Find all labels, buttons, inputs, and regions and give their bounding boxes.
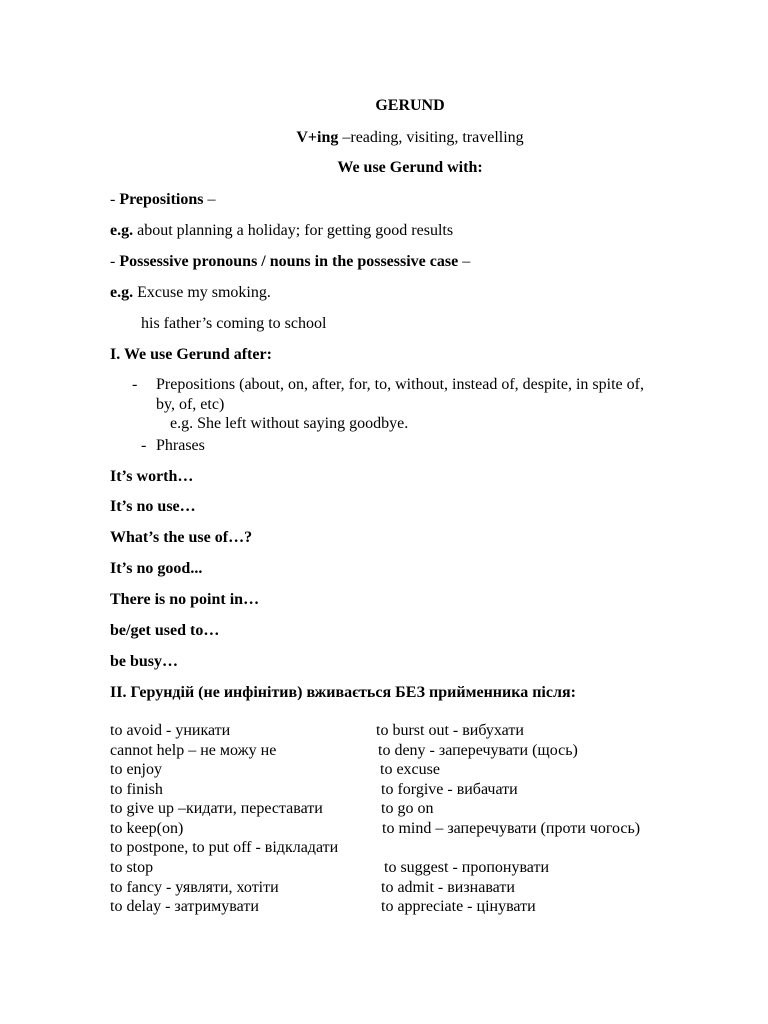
bullet-prepositions-line2: by, of, etc) bbox=[156, 396, 225, 413]
verb-left: to enjoy bbox=[110, 761, 162, 778]
verb-left: cannot help – не можу не bbox=[110, 742, 277, 759]
phrase-item: be busy… bbox=[110, 653, 179, 670]
verb-right: to suggest - пропонувати bbox=[384, 859, 550, 876]
example-possessive: e.g. Excuse my smoking. bbox=[110, 284, 271, 301]
bullet-phrases: Phrases bbox=[156, 437, 205, 454]
example-possessive-continued: his father’s coming to school bbox=[141, 315, 327, 332]
phrase-item: It’s no good... bbox=[110, 560, 203, 577]
verb-left: to finish bbox=[110, 781, 163, 798]
verb-left: to delay - затримувати bbox=[110, 898, 259, 915]
verb-right: to forgive - вибачати bbox=[381, 781, 518, 798]
phrase-item: There is no point in… bbox=[110, 591, 260, 608]
bullet-dash: - bbox=[132, 376, 138, 393]
phrase-item: be/get used to… bbox=[110, 622, 220, 639]
verb-left: to fancy - уявляти, хотіти bbox=[110, 879, 279, 896]
phrase-item: It’s no use… bbox=[110, 498, 196, 515]
verb-left: to stop bbox=[110, 859, 154, 876]
verb-right: to appreciate - цінувати bbox=[381, 898, 536, 915]
verb-left: to keep(on) bbox=[110, 820, 184, 837]
verb-right: to mind – заперечувати (проти чогось) bbox=[382, 820, 641, 837]
bullet-prepositions-line1: Prepositions (about, on, after, for, to, without, instead of, despite, in spite of, bbox=[156, 376, 644, 393]
phrase-item: It’s worth… bbox=[110, 468, 194, 485]
page-title: GERUND bbox=[375, 97, 445, 114]
verb-left: to give up –кидати, переставати bbox=[110, 800, 323, 817]
example-prepositions: e.g. about planning a holiday; for getting good results bbox=[110, 222, 454, 239]
verb-left: to postpone, to put off - відкладати bbox=[110, 839, 339, 856]
section-2-title: II. Герундій (не инфінітив) вживається БЕЗ прийменника після: bbox=[110, 684, 576, 701]
section-1-title: I. We use Gerund after: bbox=[110, 346, 272, 363]
verb-right: to burst out - вибухати bbox=[376, 722, 524, 739]
verb-right: to admit - визнавати bbox=[381, 879, 515, 896]
prepositions-heading: - Prepositions – bbox=[110, 191, 216, 208]
verb-left: to avoid - уникати bbox=[110, 722, 231, 739]
verb-right: to deny - заперечувати (щось) bbox=[378, 742, 578, 759]
gerund-formula: V+ing –reading, visiting, travelling bbox=[296, 129, 524, 146]
verb-right: to excuse bbox=[380, 761, 440, 778]
possessive-heading: - Possessive pronouns / nouns in the possessive case – bbox=[110, 253, 471, 270]
we-use-heading: We use Gerund with: bbox=[337, 159, 483, 176]
bullet-prepositions-example: e.g. She left without saying goodbye. bbox=[170, 415, 409, 432]
phrase-item: What’s the use of…? bbox=[110, 529, 253, 546]
verb-right: to go on bbox=[381, 800, 434, 817]
bullet-dash: - bbox=[141, 437, 147, 454]
